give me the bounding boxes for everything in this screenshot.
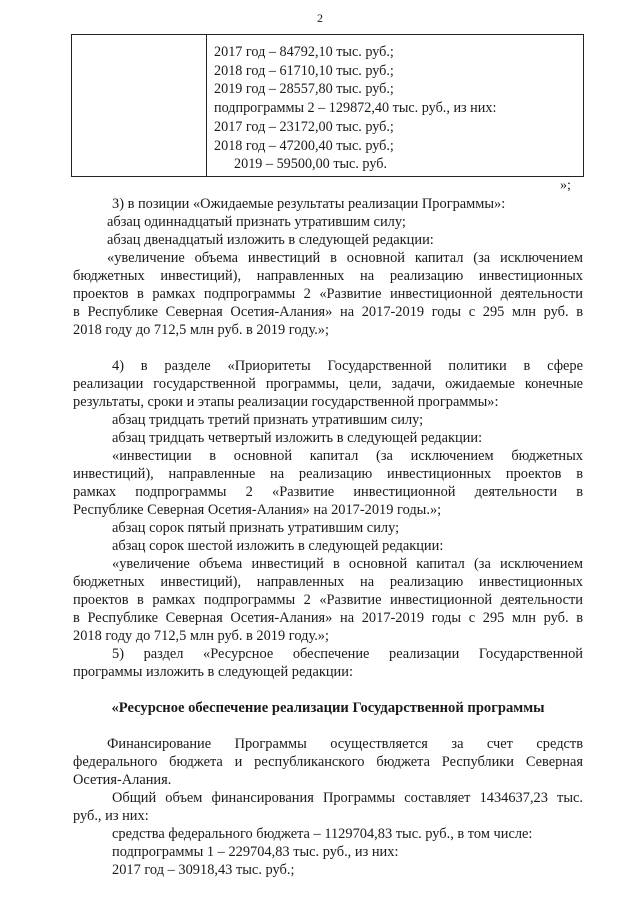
section-heading: «Ресурсное обеспечение реализации Государственной программы [111,700,545,716]
table-cell-content [214,43,496,174]
paragraph-line: Финансирование Программы осуществляется за счет средств [107,736,583,752]
table-line: 2018 год – 47200,40 тыс. руб.; [214,137,394,154]
paragraph-line: 2018 году до 712,5 млн руб. в 2019 году.»; [73,322,329,338]
table-line: 2017 год – 23172,00 тыс. руб.; [214,118,394,135]
paragraph-line: «увеличение объема инвестиций в основной капитал (за исключением [107,250,583,266]
paragraph-line: бюджетных инвестиций), направленных на реализацию инвестиционных [73,574,583,590]
financing-table [71,34,584,177]
paragraph-line: 4) в разделе «Приоритеты Государственной политики в сфере [112,358,583,374]
table-line: 2019 – 59500,00 тыс. руб. [234,156,388,173]
paragraph-line: Осетия-Алания. [73,772,172,788]
table-column-divider [206,35,207,176]
paragraph-line: 2018 году до 712,5 млн руб. в 2019 году.»; [73,628,329,644]
paragraph-line: 3) в позиции «Ожидаемые результаты реализации Программы»: [112,196,506,212]
paragraph-line: абзац сорок шестой изложить в следующей редакции: [112,538,444,554]
paragraph-line: Республике Северная Осетия-Алания» на 2017-2019 годы.»; [73,502,442,518]
paragraph-line: средства федерального бюджета – 1129704,83 тыс. руб., в том числе: [112,826,533,842]
paragraph-line: «инвестиции в основной капитал (за исключением бюджетных [112,448,583,464]
paragraph-line: проектов в рамках подпрограммы 2 «Развитие инвестиционной деятельности [73,592,583,608]
paragraph-line: реализации государственной программы, цели, задачи, ожидаемые конечные [73,376,583,392]
paragraph-line: результаты, сроки и этапы реализации государственной программы»: [73,394,499,410]
paragraph-line: абзац тридцать четвертый изложить в следующей редакции: [112,430,483,446]
paragraph-line: абзац тридцать третий признать утратившим силу; [112,412,424,428]
table-line: 2019 год – 28557,80 тыс. руб.; [214,81,394,98]
paragraph-line: в Республике Северная Осетия-Алания» на 2017-2019 годы с 295 млн руб. в [73,610,583,626]
paragraph-line: программы изложить в следующей редакции: [73,664,353,680]
paragraph-line: инвестиций), направленные на реализацию инвестиционных проектов в [73,466,583,482]
paragraph-line: в Республике Северная Осетия-Алания» на 2017-2019 годы с 295 млн руб. в [73,304,583,320]
paragraph-line: 5) раздел «Ресурсное обеспечение реализации Государственной [112,646,583,662]
closing-quote-mark: »; [560,178,571,193]
table-line: подпрограммы 2 – 129872,40 тыс. руб., из них: [214,100,497,117]
paragraph-line: абзац одиннадцатый признать утратившим силу; [107,214,406,230]
paragraph-line: абзац сорок пятый признать утратившим силу; [112,520,400,536]
paragraph-line: бюджетных инвестиций), направленных на реализацию инвестиционных [73,268,583,284]
paragraph-line: «увеличение объема инвестиций в основной капитал (за исключением [112,556,583,572]
table-line: 2017 год – 84792,10 тыс. руб.; [214,44,394,60]
paragraph-line: абзац двенадцатый изложить в следующей редакции: [107,232,434,248]
paragraph-line: Общий объем финансирования Программы составляет 1434637,23 тыс. [112,790,583,806]
page-number: 2 [317,11,323,25]
table-line: 2018 год – 61710,10 тыс. руб.; [214,62,394,79]
paragraph-line: руб., из них: [73,808,149,824]
paragraph-line: рамках подпрограммы 2 «Развитие инвестиционной деятельности в [73,484,583,500]
paragraph-line: федерального бюджета и республиканского бюджета Республики Северная [73,754,583,770]
paragraph-line: 2017 год – 30918,43 тыс. руб.; [112,862,295,878]
paragraph-line: подпрограммы 1 – 229704,83 тыс. руб., из них: [112,844,399,860]
paragraph-line: проектов в рамках подпрограммы 2 «Развитие инвестиционной деятельности [73,286,583,302]
